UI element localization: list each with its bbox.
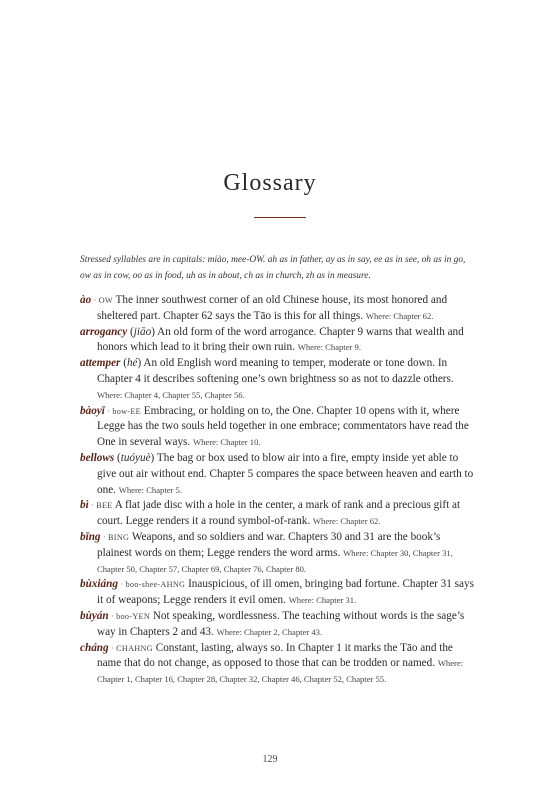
glossary-entry: bùxiáng · boo-shee-AHNG Inauspicious, of ill omen, bringing bad fortune. Chapter 31 says it of weapons; Legge renders it evil omen. Where: Chapter 31. [80,578,474,607]
entry-headword: cháng [80,641,109,654]
entry-headword: attemper [80,357,121,370]
entry-definition: Weapons, and so soldiers and war. Chapters 30 and 31 are the book’s plainest words on them; Legge renders the word arms. [97,530,441,559]
entry-headword: bīng [80,530,101,543]
entry-pinyin: hé [126,357,138,370]
entry-pronunciation: boo-shee-AHNG [125,580,186,590]
entry-references: Where: Chapter 10. [193,437,261,448]
entry-definition: An old form of the word arrogance. Chapter 9 warns that wealth and honors which lead to it bring their own ruin. [97,325,464,354]
entry-references: Where: Chapter 9. [297,342,361,353]
entry-references: Where: Chapter 31. [288,595,357,606]
entry-definition: A flat jade disc with a hole in the center, a mark of rank and a precious gift at court. Legge renders it a round symbol-of-rank. [97,499,461,528]
entry-definition: The inner southwest corner of an old Chinese house, its most honored and sheltered part. Chapter 62 says the Tāo is this for all things. [97,294,448,322]
glossary-entry: bùyán · boo-YEN Not speaking, wordlessness. The teaching without words is the sage’s way in Chapters 2 and 43. Where: Chapter 2, Chapter 43. [80,609,465,638]
entry-references: Where: Chapter 2, Chapter 43. [216,626,323,637]
entry-pronunciation: BING [108,532,130,542]
entry-headword: bellows [80,451,115,464]
entry-definition: Not speaking, wordlessness. The teaching without words is the sage’s way in Chapters 2 and 43. [97,609,465,638]
glossary-entry: bì · BEE A flat jade disc with a hole in the center, a mark of rank and a precious gift at court. Legge renders it a round symbol-of-rank. Where: Chapter 62. [80,499,461,528]
entry-definition: Embracing, or holding on to, the One. Chapter 10 opens with it, where Legge has the two souls held together in one embrace; commentators have read the One in several ways. [97,404,469,449]
entry-references: Where: Chapter 30, Chapter 31, Chapter 50, Chapter 57, Chapter 69, Chapter 76, Chapter 80. [97,547,453,574]
entry-headword: bàoyī [80,404,105,417]
entry-headword: bùyán [80,609,109,622]
entry-pronunciation: OW [98,296,113,305]
glossary-entry: arrogancy (jiāo) An old form of the word arrogance. Chapter 9 warns that wealth and honors which lead to it bring their own ruin. Where: Chapter 9. [80,325,464,354]
glossary-list [80,293,475,688]
entry-definition: Inauspicious, of ill omen, bringing bad fortune. Chapter 31 says it of weapons; Legge renders it evil omen. [97,578,474,607]
entry-references: Where: Chapter 62. [365,310,434,321]
page-number: 129 [262,754,278,765]
entry-definition: Constant, lasting, always so. In Chapter 1 it marks the Tāo and the name that do not change, as opposed to those that can be trodden or named. [97,641,453,670]
entry-pronunciation: bow-EE [112,406,141,416]
entry-definition: An old English word meaning to temper, moderate or tone down. In Chapter 4 it describes softening one’s own brightness so as not to dazzle others. [97,357,454,385]
glossary-entry: attemper (hé) An old English word meaning to temper, moderate or tone down. In Chapter 4 it describes softening one’s own brightness so as not to dazzle others. Where: Chapter 4, Chapter 55, Chapter 56. [80,357,454,400]
glossary-entry: ào · OW The inner southwest corner of an old Chinese house, its most honored and sheltered part. Chapter 62 says the Tāo is this for all things. Where: Chapter 62. [80,294,448,322]
entry-references: Where: Chapter 5. [118,484,182,495]
entry-headword: bùxiáng [80,578,118,591]
entry-headword: ào [80,294,92,306]
glossary-entry: bellows (tuóyuè) The bag or box used to blow air into a fire, empty inside yet able to give out air without end. Chapter 5 compares the space between heaven and earth to one. Where: Chapter 5. [80,451,474,496]
entry-references: Where: Chapter 1, Chapter 16, Chapter 28, Chapter 32, Chapter 46, Chapter 52, Chapter 55. [97,658,464,685]
entry-references: Where: Chapter 4, Chapter 55, Chapter 56. [97,389,245,400]
entry-pinyin: tuóyuè [120,451,151,464]
glossary-entry: cháng · CHAHNG Constant, lasting, always so. In Chapter 1 it marks the Tāo and the name that do not change, as opposed to those that can be trodden or named. Where: Chapter 1, Chapter 16, Chapter 28, Chapter 32, Chapter 46, Chapter 52, Chapter 55. [80,641,464,685]
page-title: Glossary [223,170,317,196]
entry-pinyin: jiāo [133,325,152,338]
entry-pronunciation: boo-YEN [116,611,151,621]
glossary-entry: bàoyī · bow-EE Embracing, or holding on to, the One. Chapter 10 opens with it, where Legge has the two souls held together in one embrace; commentators have read the One in several ways. Where: Chapter 10. [80,404,469,449]
entry-headword: arrogancy [80,325,128,338]
entry-pronunciation: BEE [96,501,113,511]
entry-pronunciation: CHAHNG [116,643,153,653]
entry-headword: bì [80,499,89,512]
title-divider [254,217,306,218]
glossary-entry: bīng · BING Weapons, and so soldiers and war. Chapters 30 and 31 are the book’s plainest words on them; Legge renders the word arms. Where: Chapter 30, Chapter 31, Chapter 50, Chapter 57, Chapter 69, Chapter 76, Chapter 80. [80,530,453,574]
pronunciation-note: Stressed syllables are in capitals: miào, mee-OW. ah as in father, ay as in say, ee as in see, oh as in go, ow as in cow, oo as in food, uh as in about, ch as in church, zh as in measure. [80,255,466,281]
entry-references: Where: Chapter 62. [312,516,381,527]
entry-definition: The bag or box used to blow air into a fire, empty inside yet able to give out air without end. Chapter 5 compares the space between heaven and earth to one. [97,451,474,496]
